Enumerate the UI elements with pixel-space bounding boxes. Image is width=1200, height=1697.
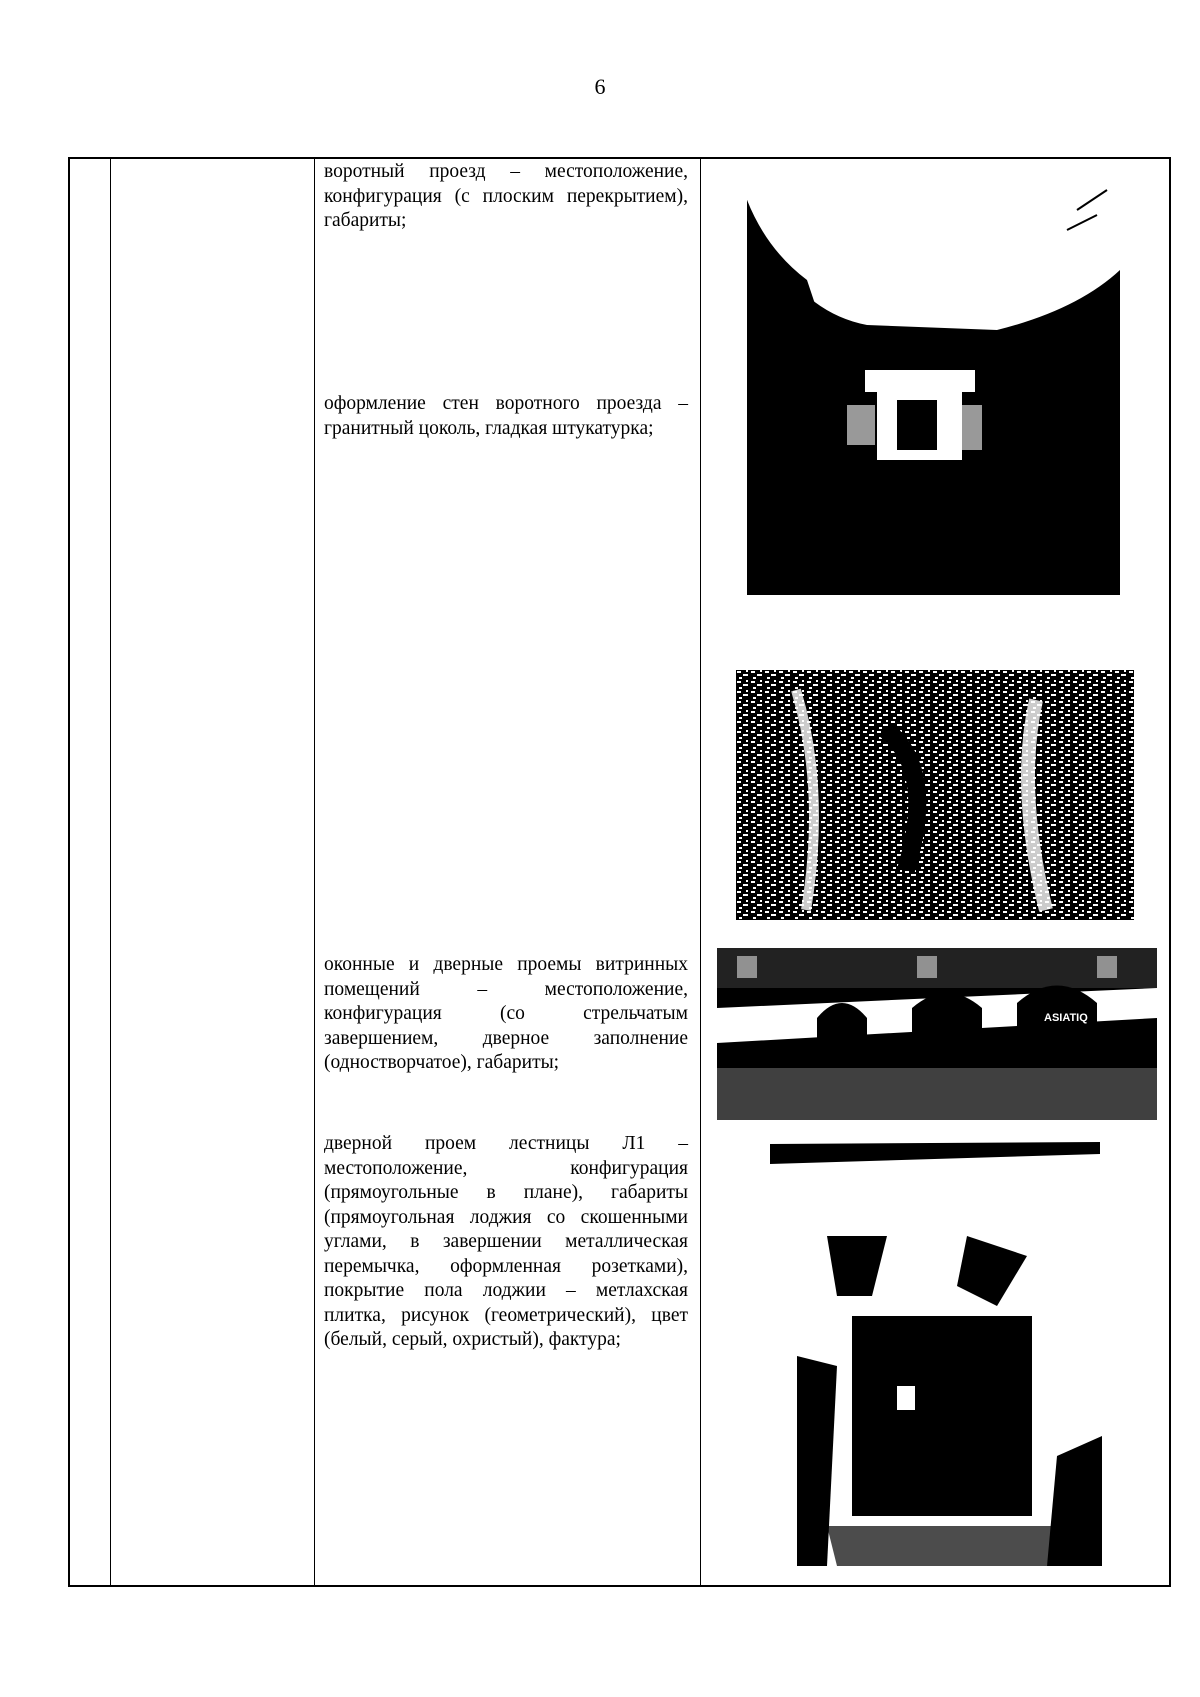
storefront-arches-photo bbox=[717, 948, 1157, 1120]
text-row-3: оконные и дверные проемы витринных помещений – местоположение, конфигурация (со стрельчатым завершением, дверное заполнение (одностворчатое), габариты; bbox=[324, 954, 688, 1073]
column-divider-2 bbox=[314, 159, 315, 1585]
lintel-strip-photo bbox=[770, 1140, 1100, 1164]
column-divider-3 bbox=[700, 159, 701, 1585]
storefront-sign: ASIATIQ bbox=[1044, 1012, 1088, 1024]
text-row-2: оформление стен воротного проезда – гранитный цоколь, гладкая штукатурка; bbox=[324, 393, 688, 439]
page-number: 6 bbox=[594, 74, 606, 99]
column-divider-1 bbox=[110, 159, 111, 1585]
loggia-floor-photo bbox=[797, 1236, 1102, 1566]
granite-wall-photo bbox=[736, 670, 1134, 920]
text-row-1: воротный проезд – местоположение, конфигурация (с плоским перекрытием), габариты; bbox=[324, 161, 688, 231]
text-row-4: дверной проем лестницы Л1 – местоположение, конфигурация (прямоугольные в плане), габариты (прямоугольная лоджия со скошенными углами, в завершении металлическая перемычка, оформленная розетками), покрытие пола лоджии – метлахская плитка, рисунок (геометрический), цвет (белый, серый, охристый), фактура; bbox=[324, 1133, 688, 1350]
gate-passage-photo bbox=[747, 160, 1120, 595]
